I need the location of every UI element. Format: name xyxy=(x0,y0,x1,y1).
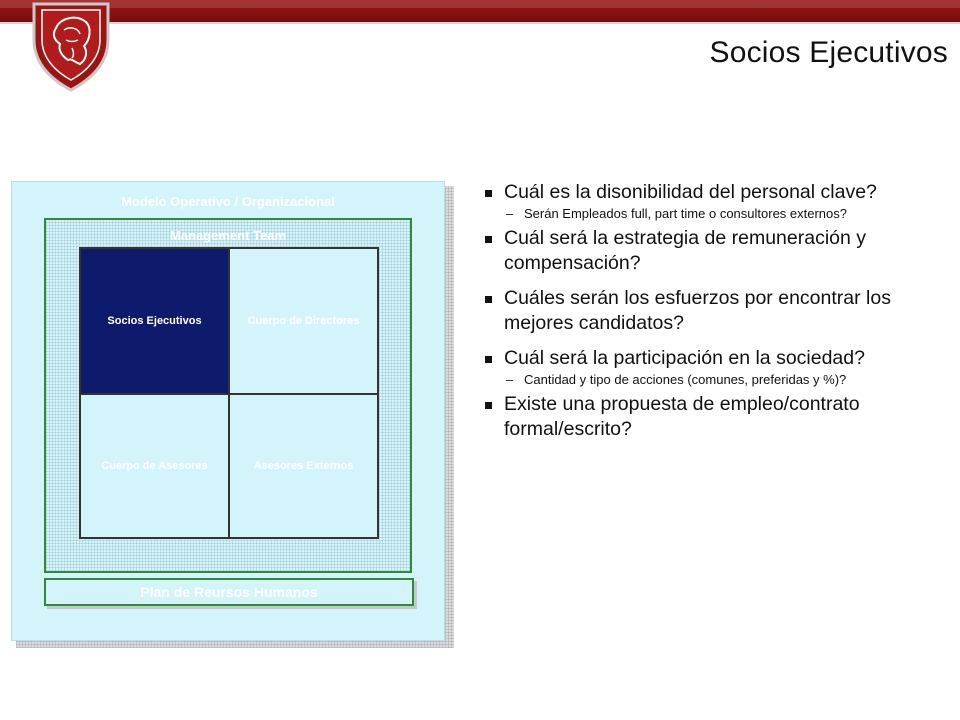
dash-bullet-icon: – xyxy=(506,206,514,221)
dash-bullet-icon: – xyxy=(506,372,514,387)
bullet-text: Cuál será la estrategia de remuneración y compensación? xyxy=(504,227,867,274)
slide-title: Socios Ejecutivos xyxy=(709,36,948,69)
cell-label-cuerpo-asesores: Cuerpo de Asesores xyxy=(101,460,208,472)
cell-label-asesores-externos: Asesores Externos xyxy=(253,460,354,472)
header-band xyxy=(0,0,960,24)
bullet-item xyxy=(484,180,954,205)
cell-cuerpo-asesores xyxy=(81,395,230,537)
bullet-item xyxy=(484,286,954,336)
cell-socios-ejecutivos xyxy=(81,249,230,395)
square-bullet-icon xyxy=(485,356,492,363)
square-bullet-icon xyxy=(485,402,492,409)
cell-label-cuerpo-directores: Cuerpo de Directores xyxy=(247,315,360,327)
team-grid xyxy=(79,247,379,539)
square-bullet-icon xyxy=(485,296,492,303)
square-bullet-icon xyxy=(485,236,492,243)
cell-asesores-externos xyxy=(230,395,377,537)
management-team-label: Management Team xyxy=(169,228,287,243)
hr-plan-bar xyxy=(44,578,414,606)
bullet-text: Cuál será la participación en la sociedad? xyxy=(504,347,865,369)
square-bullet-icon xyxy=(485,190,492,197)
shield-logo-icon xyxy=(28,0,114,92)
sub-bullet-item xyxy=(484,206,954,222)
bullet-item xyxy=(484,226,954,276)
sub-bullet-text: Serán Empleados full, part time o consultores externos? xyxy=(524,206,848,221)
header-band-gloss xyxy=(0,0,960,8)
hr-plan-label: Plan de Reursos Humanos xyxy=(140,584,318,600)
bullet-text: Existe una propuesta de empleo/contrato formal/escrito? xyxy=(504,393,860,440)
cell-label-socios-ejecutivos: Socios Ejecutivos xyxy=(107,315,202,327)
operational-model-label: Modelo Operativo / Organizacional xyxy=(121,194,335,209)
cell-cuerpo-directores xyxy=(230,249,377,395)
bullet-list xyxy=(484,180,954,442)
bullet-item xyxy=(484,392,954,442)
sub-bullet-item xyxy=(484,372,954,388)
bullet-item xyxy=(484,346,954,371)
bullet-text: Cuál es la disonibilidad del personal clave? xyxy=(504,181,877,203)
sub-bullet-text: Cantidad y tipo de acciones (comunes, preferidas y %)? xyxy=(524,372,847,387)
bullet-text: Cuáles serán los esfuerzos por encontrar los mejores candidatos? xyxy=(504,287,891,334)
